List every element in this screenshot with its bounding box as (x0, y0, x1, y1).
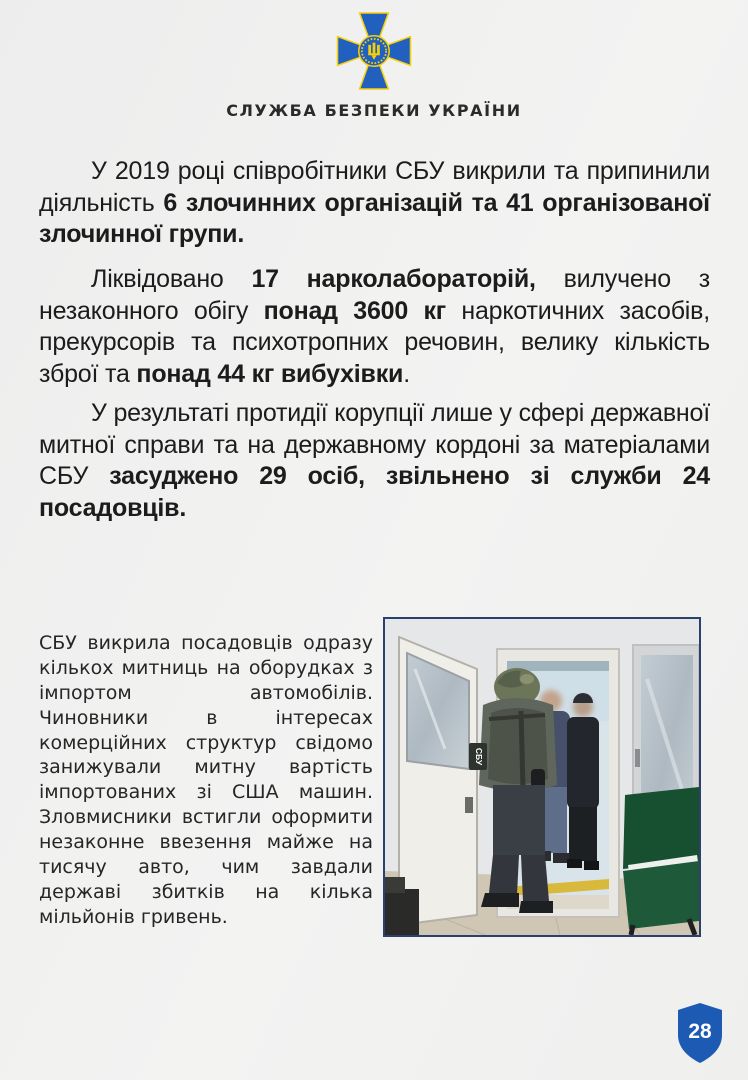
paragraph-bold-stat: 6 злочинних організацій та 41 організованої злочинної групи. (39, 188, 710, 248)
green-chair (623, 787, 699, 935)
door-handle (465, 797, 473, 813)
page-number: 28 (688, 1020, 712, 1043)
page-number-badge (677, 1002, 723, 1064)
sbu-patch-text: СБУ (473, 747, 484, 766)
paragraph-drug-labs (39, 264, 710, 390)
open-door-left (399, 637, 477, 925)
paragraph-text: вилучено з незаконного обігу (39, 265, 711, 325)
paragraph-text: . (403, 359, 410, 388)
sbu-emblem-icon (336, 10, 412, 92)
org-name-title: СЛУЖБА БЕЗПЕКИ УКРАЇНИ (226, 101, 522, 120)
paragraph-crime-orgs (39, 156, 710, 251)
case-caption: СБУ викрила посадовців одразу кількох митниць на оборудках з імпортом автомобілів. Чиновники в інтересах комерційних структур свідомо занижували митну вартість імпортованих зі США машин. Зловмисники встигли оформити незаконне ввезення майже на тисячу авто, чим завдали державі збитків на кілька мільйонів гривень. (39, 632, 373, 928)
case-photo (383, 617, 701, 937)
paragraph-corruption (39, 398, 710, 524)
paragraph-bold-stat: понад 3600 кг (263, 296, 446, 325)
customs-raid-photo-illustration (385, 619, 699, 935)
paragraph-text: Ліквідовано (91, 265, 252, 293)
civilian-black-clothes (567, 693, 599, 870)
paragraph-text: У результаті протидії корупції лише у сфері державної митної справи та на державному кордоні за матеріалами СБУ (39, 399, 710, 490)
paragraph-bold-stat: 17 нарколабораторій, (251, 265, 536, 293)
paragraph-text: У 2019 році співробітники СБУ викрили та припинили діяльність (39, 157, 710, 217)
paragraph-bold-stat: засуджено 29 осіб, звільнено зі служби 24 посадовців. (39, 462, 711, 522)
paragraph-bold-stat: понад 44 кг вибухівки (136, 359, 404, 388)
paragraph-text: наркотичних засобів, прекурсорів та психотропних речовин, велику кількість зброї та (39, 296, 710, 388)
